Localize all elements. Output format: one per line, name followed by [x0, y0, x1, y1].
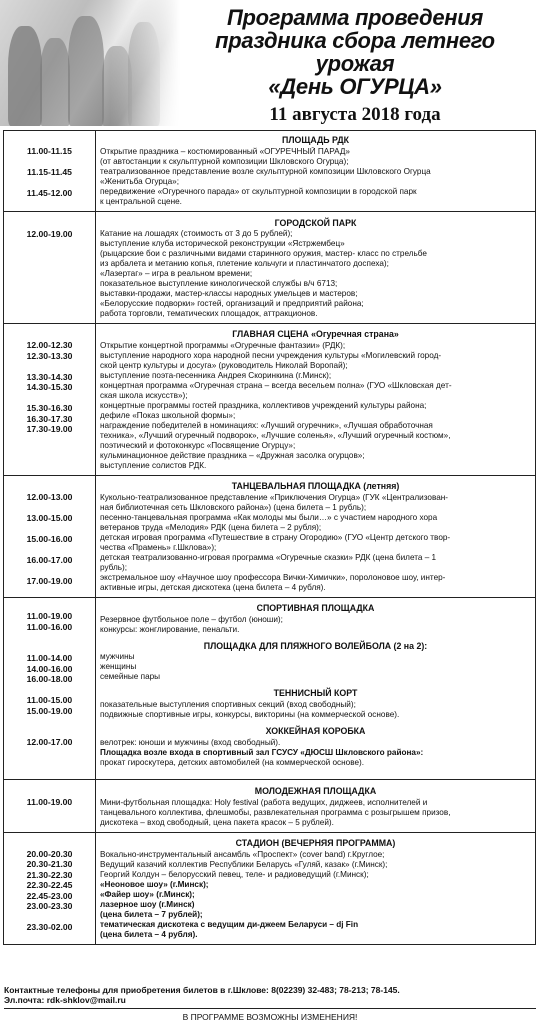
section-times [4, 212, 96, 324]
program-line: (от автостанции к скульптурной композиции Шкловского Огурца); [100, 156, 349, 166]
time-slot [7, 632, 92, 642]
event-date: 11 августа 2018 года [269, 104, 441, 125]
program-line: экстремальное шоу «Научное шоу профессора Вички-Химички», поролоновое шоу, интер- [100, 572, 446, 582]
program-line: ской центр культуры и досуга» (руководитель Николай Воропай); [100, 361, 348, 371]
time-slot [7, 758, 92, 768]
program-line: лазерное шоу (г.Минск) [100, 899, 195, 909]
time-slot: 12.30-13.30 [26, 350, 73, 361]
footer [4, 985, 536, 1022]
title-line-1: Программа проведения [226, 5, 484, 30]
program-line: техника», «Лучший огуречный подворок», «Лучшие соленья», «Лучший огуречный костюм», [100, 431, 451, 441]
program-line: «Белорусские подворки» гостей, организаций и предприятий района; [100, 299, 364, 309]
time-slot [7, 503, 92, 513]
section-times [4, 598, 96, 779]
program-line: Ведущий казачий коллектив Республики Беларусь «Гуляй, казак» (г.Минск); [100, 859, 388, 869]
program-line: чества «Прамень» г.Шклова»); [100, 542, 217, 552]
program-line: Вокально-инструментальный ансамбль «Проспект» (cover band) г.Круглое; [100, 849, 385, 859]
schedule-section [4, 212, 535, 325]
program-line: «Неоновое шоу» (г.Минск); [100, 879, 209, 889]
program-line: передвижение «Огуречного парада» от скульптурной композиции в городской парк [100, 186, 417, 196]
program-line: дефиле «Показ школьной формы»; [100, 411, 236, 421]
contact-email: Эл.почта: rdk-shklov@mail.ru [4, 995, 126, 1006]
program-line: выступление народного хора народной песни учреждения культуры «Могилевский город- [100, 351, 442, 361]
time-slot: 12.00-17.00 [26, 737, 73, 748]
schedule-section [4, 131, 535, 212]
program-line: Открытие концертной программы «Огуречные фантазии» (РДК); [100, 341, 346, 351]
program-line: детская театрализованно-игровая программа «Огуречные сказки» РДК (цена билета – 1 [100, 552, 437, 562]
program-line: выступление солистов РДК. [100, 461, 207, 471]
time-slot: 23.30-02.00 [26, 922, 73, 933]
program-line: ная библиотечная сеть Шкловского района») (цена билета – 1 рубль); [100, 502, 367, 512]
time-slot [7, 912, 92, 922]
program-line: мужчины [100, 652, 135, 662]
schedule-section [4, 598, 535, 780]
section-times [4, 780, 96, 832]
program-line: (рыцарские бои с различными видами старинного оружия, мастер- класс по стрельбе [100, 249, 427, 259]
time-slot: 12.00-19.00 [26, 228, 73, 239]
schedule-table [3, 130, 536, 945]
program-line: награждение победителей в номинациях: «Лучший огуречник», «Лучшая обработочная [100, 421, 433, 431]
title-line-2: праздника сбора летнего урожая [215, 28, 495, 77]
time-slot [7, 524, 92, 534]
time-slot [7, 727, 92, 737]
program-line: дискотека – вход свободный, цена пакета красок – 5 рублей). [100, 817, 334, 827]
time-slot: 22.45-23.00 [26, 890, 73, 901]
program-line: детская игровая программа «Путешествие в страну Огородию» (ГУО «Центр детского твор- [100, 532, 451, 542]
time-slot [7, 601, 92, 611]
time-slot: 11.00-11.15 [27, 146, 72, 156]
time-slot: 20.30-21.30 [26, 859, 73, 870]
program-line: (цена билета – 7 рублей); [100, 909, 203, 919]
time-slot: 13.00-15.00 [26, 513, 73, 524]
program-line: «Женитьба Огурца»; [100, 176, 179, 186]
section-content [96, 476, 535, 597]
section-times [4, 833, 96, 944]
program-line: показательное выступление кинологической службы в/ч 6713; [100, 279, 338, 289]
folk-dancers-photo [0, 0, 180, 126]
program-line: конкурсы: жонглирование, пенальти. [100, 624, 240, 634]
section-content [96, 131, 535, 211]
program-line: выступление поэта-песенника Андрея Скоринкина (г.Минск); [100, 371, 332, 381]
page-title [175, 6, 535, 98]
program-line: Катание на лошадях (стоимость от 3 до 5 рублей); [100, 229, 293, 239]
program-line: (цена билета – 4 рубля). [100, 929, 198, 939]
time-slot: 11.00-19.00 [26, 611, 73, 622]
time-slot: 14.30-15.30 [26, 382, 73, 393]
program-line: прокат гироскутера, детских автомобилей (на коммерческой основе). [100, 757, 365, 767]
program-line: показательные выступления спортивных секций (вход свободный); [100, 700, 356, 710]
program-line: Площадка возле входа в спортивный зал ГСУСУ «ДЮСШ Шкловского района»: [100, 747, 424, 757]
time-slot [7, 716, 92, 726]
program-line: «Лазертаг» – игра в реальном времени; [100, 269, 253, 279]
time-slot: 17.00-19.00 [26, 576, 73, 587]
subsection-heading: ХОККЕЙНАЯ КОРОБКА [265, 726, 366, 737]
section-times [4, 476, 96, 597]
program-line: выставки-продажи, мастер-классы народных умельцев и мастеров; [100, 289, 358, 299]
header [0, 0, 539, 128]
section-times [4, 324, 96, 475]
program-line: театрализованное представление возле скульптурной композиции Шкловского Огурца [100, 166, 431, 176]
program-line: к центральной сцене. [100, 196, 182, 206]
time-slot [7, 177, 92, 187]
section-heading: ТАНЦЕВАЛЬНАЯ ПЛОЩАДКА (летняя) [231, 481, 400, 492]
program-line: песенно-танцевальная программа «Как молоды мы были…» с участием народного хора [100, 512, 438, 522]
section-heading: ПЛОЩАДЬ РДК [282, 135, 349, 145]
section-heading: ГЛАВНАЯ СЦЕНА «Огуречная страна» [232, 329, 399, 340]
section-content [96, 598, 535, 779]
program-line: выступление клуба исторической реконструкции «Ястржембец» [100, 239, 345, 249]
program-line: концертная программа «Огуречная страна – всегда весельем полна» (ГУО «Шкловская дет- [100, 381, 452, 391]
time-slot: 12.00-12.30 [26, 340, 73, 351]
time-slot: 14.00-16.00 [26, 663, 73, 674]
program-line: семейные пары [100, 672, 161, 682]
time-slot: 21.30-22.30 [26, 869, 73, 880]
time-slot: 11.00-19.00 [26, 797, 73, 808]
time-slot [7, 685, 92, 695]
program-line: кульминационное действие праздника – «Дружная засолка огурцов»; [100, 451, 365, 461]
time-slot: 16.00-17.00 [26, 555, 73, 566]
program-line: рубль); [100, 562, 128, 572]
program-line: работа торговли, тематических площадок, аттракционов. [100, 309, 318, 319]
time-slot [7, 566, 92, 576]
section-heading: МОЛОДЕЖНАЯ ПЛОЩАДКА [254, 786, 377, 797]
time-slot: 12.00-13.00 [26, 492, 73, 503]
program-line: танцевального коллектива, флешмобы, развлекательная программа с розыгрышем призов, [100, 807, 451, 817]
program-line: концертные программы гостей праздника, коллективов учреждений культуры района; [100, 401, 427, 411]
time-slot: 11.00-16.00 [26, 621, 73, 632]
program-line: ветеранов труда «Мелодия» РДК (цена билета – 2 рубля); [100, 522, 322, 532]
time-slot: 23.00-23.30 [26, 901, 73, 912]
subsection-heading: ТЕННИСНЫЙ КОРТ [273, 688, 358, 699]
section-content [96, 833, 535, 944]
subsection-heading: ПЛОЩАДКА ДЛЯ ПЛЯЖНОГО ВОЛЕЙБОЛА (2 на 2): [203, 640, 428, 651]
time-slot: 11.00-15.00 [26, 695, 73, 706]
section-times [4, 131, 96, 211]
time-slot [7, 545, 92, 555]
program-line: Георгий Колдун – белорусский певец, теле- и радиоведущий (г.Минск); [100, 869, 369, 879]
changes-notice: В ПРОГРАММЕ ВОЗМОЖНЫ ИЗМЕНЕНИЯ! [182, 1011, 358, 1022]
schedule-section [4, 833, 535, 944]
program-line: поэтический и фотоконкурс «Посвящение Огурцу»; [100, 441, 296, 451]
schedule-section [4, 324, 535, 476]
program-line: Открытие праздника – костюмированный «ОГУРЕЧНЫЙ ПАРАД» [100, 146, 350, 156]
title-line-3: «День ОГУРЦА» [268, 74, 442, 100]
time-slot: 11.15-11.45 [27, 166, 72, 177]
section-content [96, 324, 535, 475]
section-content [96, 780, 535, 832]
schedule-section [4, 780, 535, 833]
schedule-section [4, 476, 535, 598]
time-slot [7, 748, 92, 758]
program-line: Резервное футбольное поле – футбол (юноши); [100, 614, 283, 624]
time-slot [7, 769, 92, 779]
time-slot: 17.30-19.00 [26, 424, 73, 435]
program-line: Мини-футбольная площадка: Holy festival (работа ведущих, диджеев, исполнителей и [100, 797, 428, 807]
time-slot: 15.30-16.30 [26, 403, 73, 414]
section-heading: ГОРОДСКОЙ ПАРК [274, 217, 357, 228]
section-heading: СТАДИОН (ВЕЧЕРНЯЯ ПРОГРАММА) [235, 837, 396, 848]
program-line: «Файер шоу» (г.Минск); [100, 889, 195, 899]
time-slot: 16.30-17.30 [26, 413, 73, 424]
program-line: Кукольно-театрализованное представление «Приключения Огурца» (ГУК «Централизован- [100, 492, 449, 502]
time-slot [7, 361, 92, 371]
time-slot: 11.45-12.00 [26, 187, 73, 198]
program-line: тематическая дискотека с ведущим ди-джеем Беларуси – dj Fin [100, 919, 359, 929]
time-slot: 13.30-14.30 [26, 371, 73, 382]
time-slot: 15.00-19.00 [26, 705, 73, 716]
time-slot: 15.00-16.00 [26, 534, 73, 545]
time-slot [7, 393, 92, 403]
section-heading: СПОРТИВНАЯ ПЛОЩАДКА [256, 602, 375, 613]
program-line: из арбалета и метанию копья, плетение кольчуги и пластинчатого доспеха); [100, 259, 389, 269]
time-slot: 20.00-20.30 [26, 848, 73, 859]
program-line: подвижные спортивные игры, конкурсы, викторины (на коммерческой основе). [100, 710, 400, 720]
program-line: ская школа искусств»); [100, 391, 188, 401]
program-line: велотрек: юноши и мужчины (вход свободный). [100, 737, 281, 747]
time-slot: 16.00-18.00 [26, 674, 73, 685]
section-content [96, 212, 535, 324]
contact-phones: Контактные телефоны для приобретения билетов в г.Шклове: 8(02239) 32-483; 78-213; 78-145. [4, 985, 400, 995]
program-line: активные игры, детская дискотека (цена билета – 4 рубля). [100, 582, 326, 592]
time-slot: 11.00-14.00 [26, 653, 73, 664]
program-line: женщины [100, 662, 137, 672]
time-slot [7, 156, 92, 166]
time-slot: 22.30-22.45 [26, 880, 73, 891]
time-slot [7, 643, 92, 653]
